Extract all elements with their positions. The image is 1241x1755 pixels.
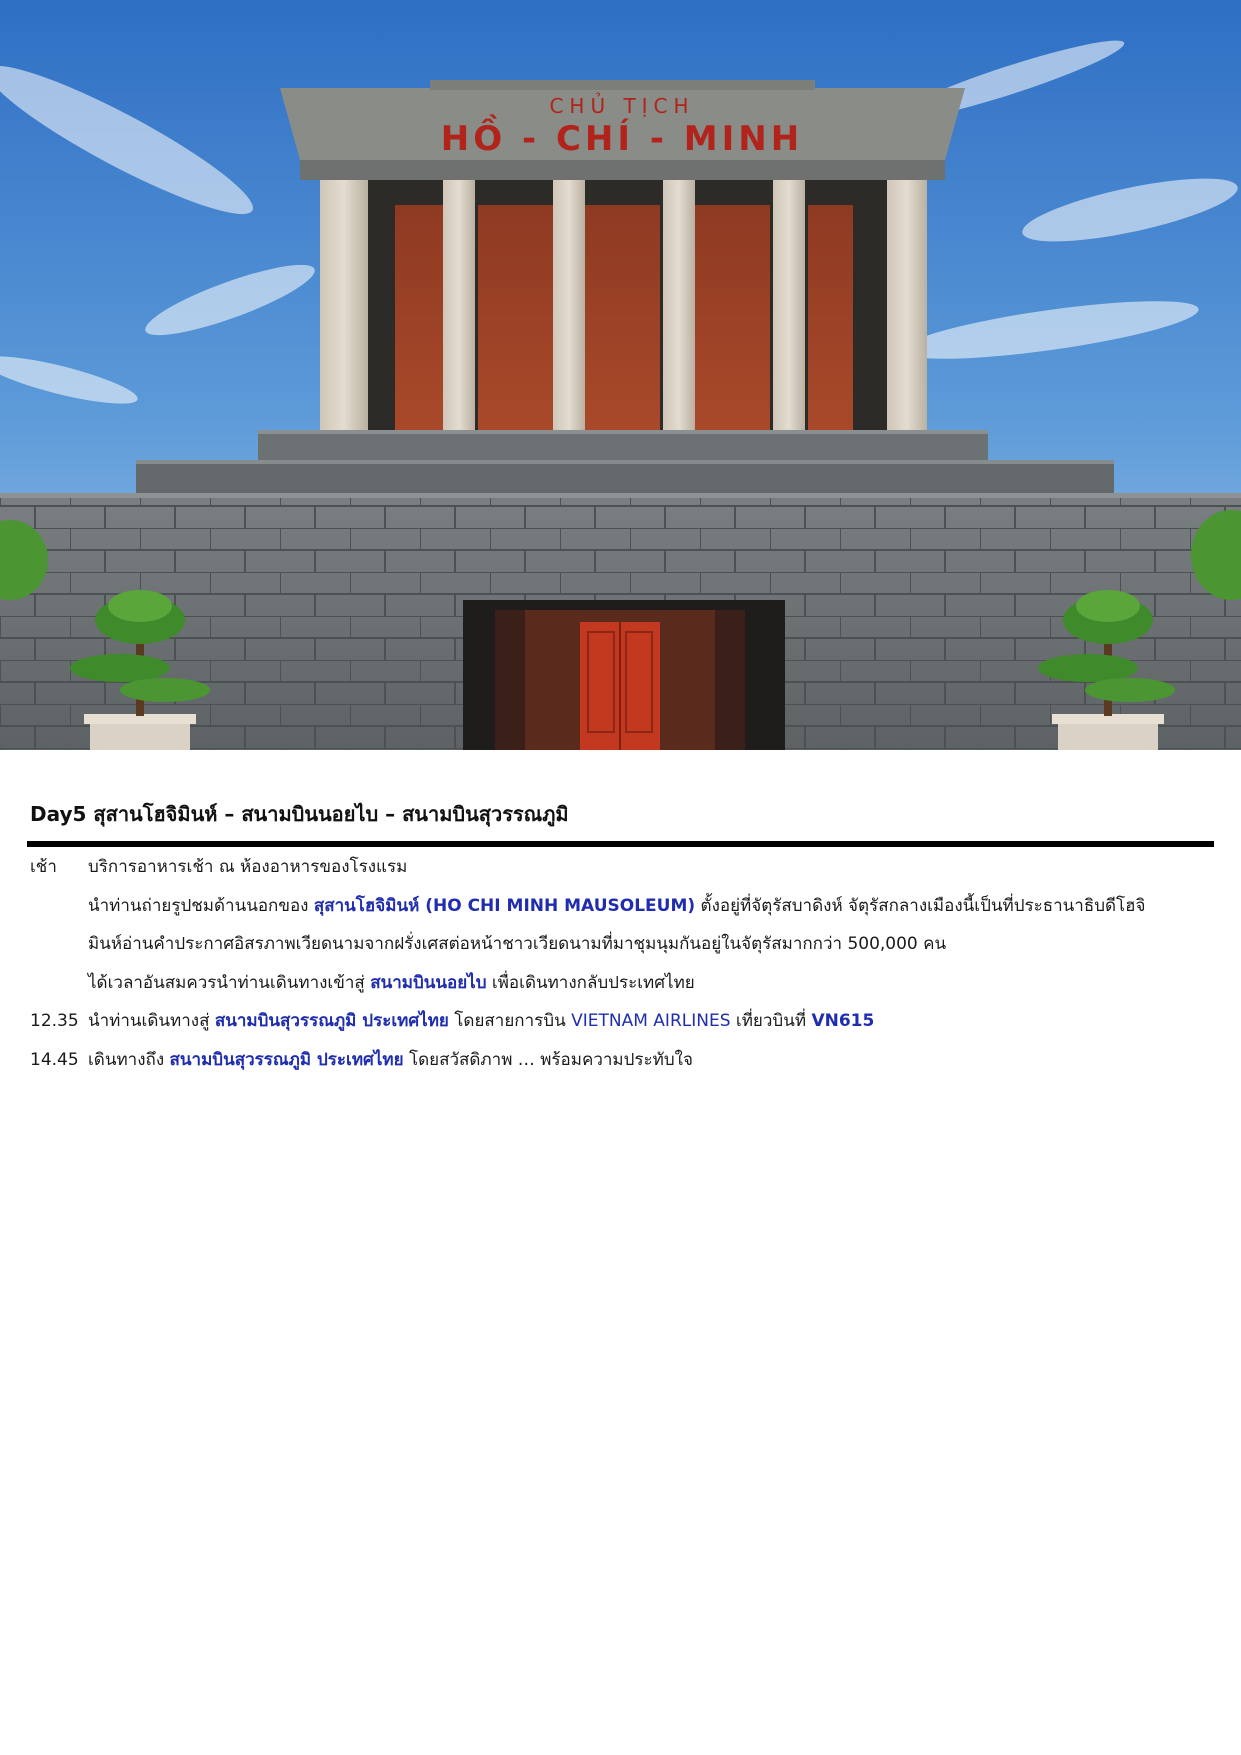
itinerary-text: ได้เวลาอันสมควรนำท่านเดินทางเข้าสู่: [88, 972, 371, 993]
itinerary-text: นำท่านถ่ายรูปชมด้านนอกของ: [88, 895, 314, 916]
itinerary-description: [88, 925, 946, 964]
title-divider: [27, 841, 1214, 847]
hero-photo-mausoleum: [0, 0, 1241, 750]
itinerary-row: [30, 1041, 1220, 1080]
itinerary-time: 14.45: [30, 1049, 79, 1070]
itinerary-text: เดินทางถึง: [88, 1049, 170, 1070]
itinerary-row: [30, 848, 1220, 887]
itinerary-row: [30, 925, 1220, 964]
itinerary-list: [30, 848, 1220, 1079]
itinerary-text: บริการอาหารเช้า ณ ห้องอาหารของโรงแรม: [88, 857, 408, 877]
itinerary-highlight: สนามบินนอยไบ: [370, 972, 487, 993]
itinerary-highlight: VIETNAM AIRLINES: [571, 1011, 731, 1031]
day-title: Day5 สุสานโฮจิมินห์ – สนามบินนอยไบ – สนามบินสุวรรณภูมิ: [30, 802, 569, 826]
itinerary-highlight: สนามบินสุวรรณภูมิ ประเทศไทย: [169, 1049, 404, 1070]
itinerary-text: มินห์อ่านคำประกาศอิสรภาพเวียดนามจากฝรั่งเศสต่อหน้าชาวเวียดนามที่มาชุมนุมกันอยู่ในจัตุรัสมากกว่า 500,000 คน: [88, 934, 947, 954]
itinerary-row: [30, 887, 1220, 926]
itinerary-row: [30, 1002, 1220, 1041]
itinerary-description: [88, 964, 695, 1003]
itinerary-description: [88, 887, 1146, 926]
itinerary-text: โดยสายการบิน: [448, 1011, 572, 1031]
itinerary-description: [88, 1041, 693, 1080]
itinerary-text: ตั้งอยู่ที่จัตุรัสบาดิงห์ จัตุรัสกลางเมืองนี้เป็นที่ประธานาธิบดีโฮจิ: [695, 895, 1146, 916]
itinerary-text: นำท่านเดินทางสู่: [88, 1011, 215, 1031]
itinerary-time: เช้า: [30, 857, 57, 877]
itinerary-text: โดยสวัสดิภาพ … พร้อมความประทับใจ: [403, 1049, 693, 1070]
itinerary-description: [88, 1002, 874, 1041]
itinerary-row: [30, 964, 1220, 1003]
itinerary-description: [88, 848, 407, 887]
itinerary-time: 12.35: [30, 1011, 79, 1031]
sign-line1: CHỦ TỊCH: [549, 94, 695, 118]
itinerary-highlight: VN615: [811, 1011, 875, 1031]
itinerary-text: เที่ยวบินที่: [730, 1011, 812, 1031]
itinerary-text: เพื่อเดินทางกลับประเทศไทย: [486, 972, 695, 993]
sign-line2: HỒ - CHÍ - MINH: [440, 119, 804, 159]
itinerary-highlight: สนามบินสุวรรณภูมิ ประเทศไทย: [214, 1011, 449, 1031]
itinerary-highlight: สุสานโฮจิมินห์ (HO CHI MINH MAUSOLEUM): [313, 895, 696, 916]
